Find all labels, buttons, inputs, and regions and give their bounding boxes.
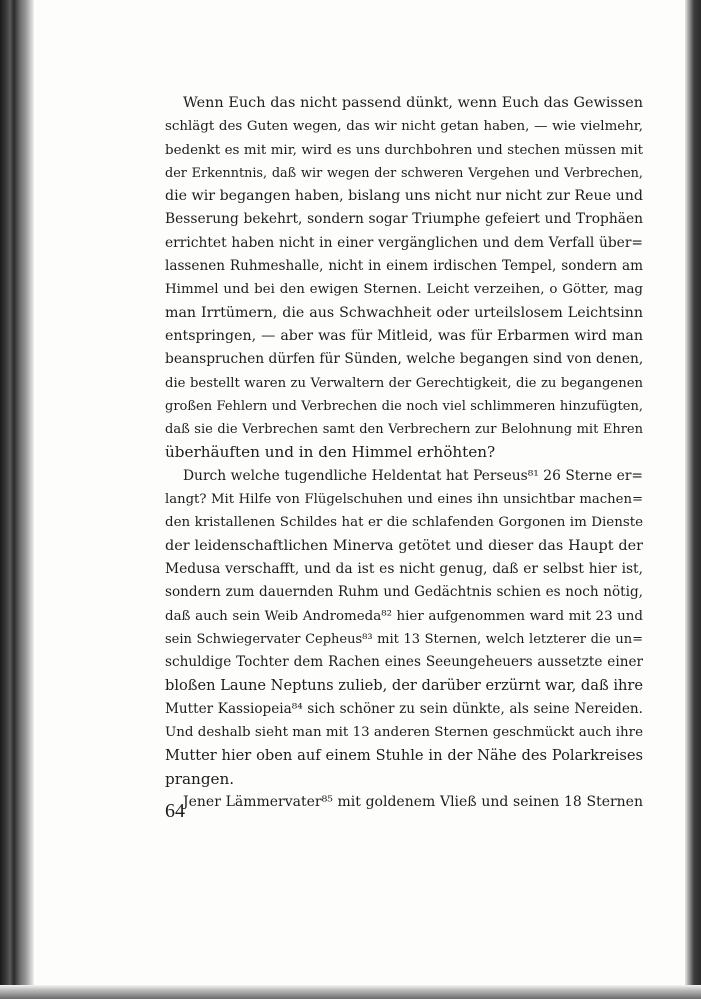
text-line: entspringen, — aber was für Mitleid, was für Erbarmen wird man bbox=[165, 327, 643, 344]
text-line: Mutter Kassiopeia⁸⁴ sich schöner zu sein dünkte, als seine Nereiden. bbox=[165, 700, 643, 717]
text-line: bloßen Laune Neptuns zulieb, der darüber erzürnt war, daß ihre bbox=[165, 677, 643, 695]
text-line: daß sie die Verbrechen samt den Verbrechern zur Belohnung mit Ehren bbox=[165, 422, 643, 438]
text-line: prangen. bbox=[165, 769, 235, 788]
text-line: den kristallenen Schildes hat er die schlafenden Gorgonen im Dienste bbox=[165, 515, 643, 531]
text-line: der leidenschaftlichen Minerva getötet und dieser das Haupt der bbox=[165, 537, 643, 554]
text-line: sein Schwiegervater Cepheus⁸³ mit 13 Sternen, welch letzterer die un= bbox=[165, 631, 643, 647]
text-line: die bestellt waren zu Verwaltern der Gerechtigkeit, die zu begangenen bbox=[165, 375, 643, 391]
text-line: großen Fehlern und Verbrechen die noch viel schlimmeren hinzufügten, bbox=[165, 398, 643, 414]
page-number: 64 bbox=[165, 800, 185, 822]
text-line: Medusa verschafft, und da ist es nicht genug, daß er selbst hier ist, bbox=[165, 560, 643, 577]
text-line: Und deshalb sieht man mit 13 anderen Sternen geschmückt auch ihre bbox=[165, 725, 643, 741]
book-binding-shadow bbox=[0, 0, 34, 999]
text-line: beanspruchen dürfen für Sünden, welche begangen sind von denen, bbox=[165, 351, 643, 368]
text-line: bedenkt es mit mir, wird es uns durchbohren und stechen müssen mit bbox=[165, 142, 643, 158]
text-line: Mutter hier oben auf einem Stuhle in der Nähe des Polarkreises bbox=[165, 747, 643, 765]
text-line: der Erkenntnis, daß wir wegen der schweren Vergehen und Verbrechen, bbox=[165, 165, 643, 181]
page-bottom-edge bbox=[0, 985, 701, 999]
text-line: errichtet haben nicht in einer vergänglichen und dem Verfall über= bbox=[165, 234, 643, 251]
text-line: daß auch sein Weib Andromeda⁸² hier aufgenommen ward mit 23 und bbox=[165, 608, 643, 624]
text-line: Besserung bekehrt, sondern sogar Triumphe gefeiert und Trophäen bbox=[165, 211, 643, 228]
text-line: schlägt des Guten wegen, das wir nicht getan haben, — wie vielmehr, bbox=[165, 119, 643, 135]
text-line: langt? Mit Hilfe von Flügelschuhen und eines ihn unsichtbar machen= bbox=[165, 492, 643, 508]
text-line: Wenn Euch das nicht passend dünkt, wenn Euch das Gewissen bbox=[183, 95, 643, 111]
page-right-edge bbox=[685, 0, 701, 999]
text-line: lassenen Ruhmeshalle, nicht in einem irdischen Tempel, sondern am bbox=[165, 258, 643, 275]
text-line: schuldige Tochter dem Rachen eines Seeungeheuers aussetzte einer bbox=[165, 654, 643, 671]
text-line: Himmel und bei den ewigen Sternen. Leicht verzeihen, o Götter, mag bbox=[165, 282, 643, 298]
text-line: Durch welche tugendliche Heldentat hat Perseus⁸¹ 26 Sterne er= bbox=[183, 467, 643, 484]
text-line: Jener Lämmervater⁸⁵ mit goldenem Vließ und seinen 18 Sternen bbox=[183, 793, 643, 810]
body-text bbox=[165, 92, 643, 814]
text-line: überhäuften und in den Himmel erhöhten? bbox=[165, 443, 496, 462]
text-line: die wir begangen haben, bislang uns nicht nur nicht zur Reue und bbox=[165, 188, 643, 205]
text-line: sondern zum dauernden Ruhm und Gedächtnis schien es noch nötig, bbox=[165, 584, 643, 601]
text-line: man Irrtümern, die aus Schwachheit oder urteilslosem Leichtsinn bbox=[165, 304, 643, 321]
